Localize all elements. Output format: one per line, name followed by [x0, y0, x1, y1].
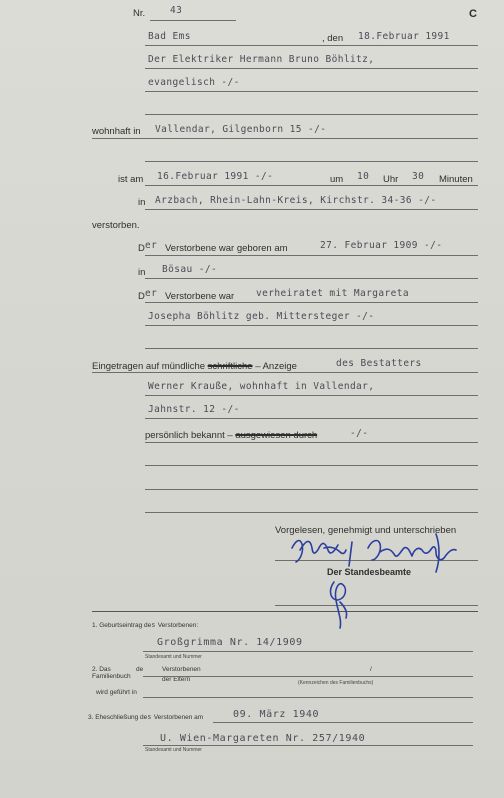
item2-label-c: de [136, 666, 144, 673]
known-struck: ausgewiesen durch [235, 430, 318, 441]
born-prefix: D [138, 243, 145, 254]
um-label: um [330, 174, 344, 185]
item1-caption: Standesamt und Nummer [145, 654, 202, 660]
minuten-label: Minuten [439, 174, 473, 185]
verstorben-label: verstorben. [92, 220, 140, 231]
item1-value: Großgrimma Nr. 14/1909 [157, 637, 303, 648]
corner-letter: C [469, 8, 477, 20]
item2-caption: (Kennzeichen des Familienbuchs) [298, 680, 374, 686]
birth-place-value: Bösau -/- [162, 264, 218, 275]
wohnhaft-label: wohnhaft in [92, 126, 141, 137]
item2-opt1: Verstorbenen [162, 666, 201, 673]
item3-label: 3. Eheschließung des Verstorbenen am [88, 713, 204, 721]
informant-1: des Bestatters [336, 358, 422, 369]
item3-date: 09. März 1940 [233, 709, 320, 720]
person-line: Der Elektriker Hermann Bruno Böhlitz, [148, 54, 375, 65]
item3-caption: Standesamt und Nummer [145, 747, 202, 753]
religion-value: evangelisch -/- [148, 77, 240, 88]
death-place-value: Arzbach, Rhein-Lahn-Kreis, Kirchstr. 34-36 -/- [155, 195, 437, 206]
uhr-label: Uhr [383, 174, 399, 185]
married-typed: er [145, 288, 158, 299]
married-value: verheiratet mit Margareta [256, 288, 409, 299]
married-label: Verstorbene war [165, 291, 235, 302]
item1-label: 1. Geburtseintrag des Verstorbenen: [92, 621, 199, 629]
informant-3: Jahnstr. 12 -/- [148, 404, 240, 415]
minutes-value: 30 [412, 171, 425, 182]
item2-kept: wird geführt in [96, 689, 137, 696]
birth-in-label: in [138, 267, 146, 278]
ist-am-label: ist am [118, 174, 144, 185]
nr-value: 43 [170, 5, 183, 16]
known-label: persönlich bekannt – ausgewiesen durch [145, 430, 318, 441]
birth-date-value: 27. Februar 1909 -/- [320, 240, 443, 251]
registration-struck: schriftliche [207, 361, 253, 372]
known-value: -/- [350, 428, 369, 439]
den-label: , den [322, 33, 344, 44]
in-label: in [138, 197, 146, 208]
born-label: Verstorbene war geboren am [165, 243, 288, 254]
nr-label: Nr. [133, 8, 146, 19]
item2-slash: / [370, 666, 372, 673]
date-value: 18.Februar 1991 [358, 31, 450, 42]
item2-label-b: Familienbuch [92, 673, 131, 680]
informant-2: Werner Krauße, wohnhaft in Vallendar, [148, 381, 375, 392]
registration-label: Eingetragen auf mündliche schriftliche – Anzeige [92, 361, 297, 372]
place-value: Bad Ems [148, 31, 191, 42]
hour-value: 10 [357, 171, 370, 182]
spouse-value: Josepha Böhlitz geb. Mittersteger -/- [148, 311, 375, 322]
item2-label-a: 2. Das [92, 666, 111, 673]
closing-text: Vorgelesen, genehmigt und unterschrieben [275, 525, 457, 536]
death-date-value: 16.Februar 1991 -/- [157, 171, 274, 182]
residence-value: Vallendar, Gilgenborn 15 -/- [155, 124, 327, 135]
born-typed: er [145, 240, 158, 251]
registrar-label: Der Standesbeamte [327, 567, 412, 577]
item3-value: U. Wien-Margareten Nr. 257/1940 [160, 733, 366, 744]
item2-opt2: der Eltern [162, 676, 191, 683]
married-prefix: D [138, 291, 145, 302]
